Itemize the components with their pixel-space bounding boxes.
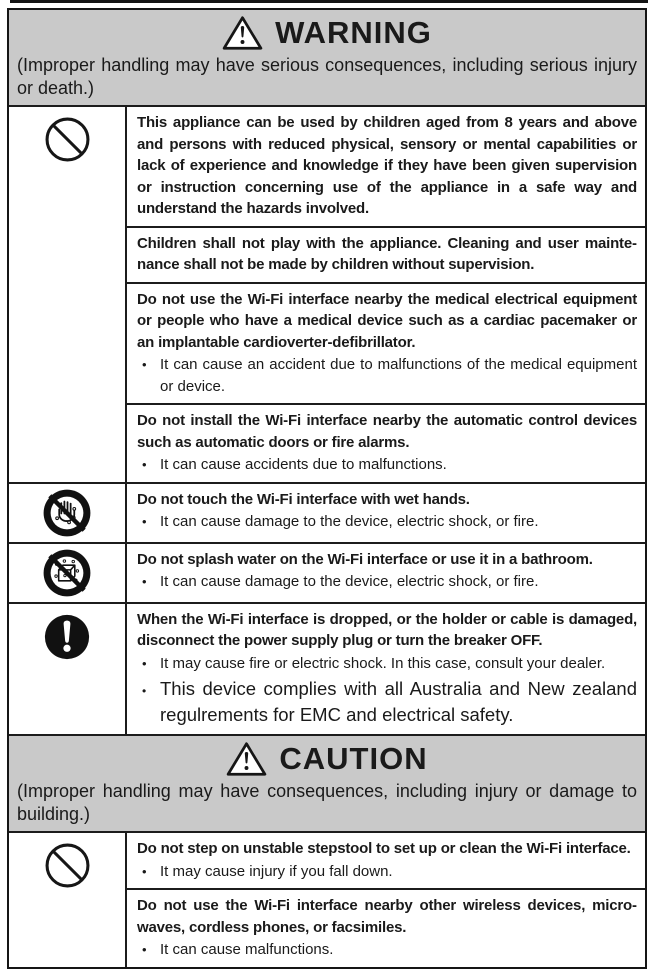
bullet-marker: • xyxy=(142,514,147,529)
consequence-bullet xyxy=(137,571,637,593)
text-cell xyxy=(127,544,645,602)
icon-cell xyxy=(9,604,127,735)
precaution-item xyxy=(127,604,645,735)
warning-section-prohibited xyxy=(9,105,645,482)
bullet-marker: • xyxy=(142,684,147,698)
precaution-heading: When the Wi-Fi interface is dropped, or the holder or cable is damaged, disconnect the power supply plug or turn the breaker OFF. xyxy=(137,610,637,649)
consequence-text: It may cause fire or electric shock. In this case, consult your dealer. xyxy=(160,654,606,672)
page-top-rule xyxy=(10,0,648,3)
precaution-item xyxy=(127,888,645,967)
precaution-heading: Do not splash water on the Wi-Fi interface or use it in a bathroom. xyxy=(137,550,593,568)
warning-title: WARNING xyxy=(275,15,432,50)
precaution-heading: Children shall not play with the appliance. Cleaning and user maintenance shall not be made by children without supervision. xyxy=(137,234,637,273)
consequence-text: It can cause damage to the device, electric shock, or fire. xyxy=(160,513,539,530)
precaution-item xyxy=(127,107,645,226)
consequence-bullet xyxy=(137,354,637,397)
text-cell xyxy=(127,833,645,967)
precaution-item xyxy=(127,403,645,482)
consequence-text: It can cause accidents due to malfunctions. xyxy=(160,456,447,473)
precaution-heading: This appliance can be used by children aged from 8 years and above and persons with reduced physical, sensory or mental capabilities or lack of experience and knowledge if they have been given supervision or instruction concerning use of the appliance in a safe way and understand the hazards involved. xyxy=(137,114,637,217)
bullet-marker: • xyxy=(142,574,147,589)
precaution-item xyxy=(127,282,645,404)
icon-cell xyxy=(9,833,127,967)
warning-triangle-icon xyxy=(222,15,263,51)
compliance-text: This device complies with all Australia and New zealand regulrements for EMC and electrical safety. xyxy=(160,678,637,725)
precaution-item xyxy=(127,484,645,542)
consequence-text: It can cause an accident due to malfunctions of the medical equipment or device. xyxy=(160,356,637,395)
consequence-text: It can cause damage to the device, electric shock, or fire. xyxy=(160,573,539,590)
consequence-bullet xyxy=(137,939,637,961)
warning-subtitle: (Improper handling may have serious consequences, including serious injury or death.) xyxy=(17,55,637,98)
caution-band-title xyxy=(9,738,645,777)
consequence-bullet xyxy=(137,653,637,675)
no-wet-hands-icon xyxy=(41,487,93,539)
warning-band xyxy=(9,10,645,105)
caution-section-prohibited xyxy=(9,831,645,967)
text-cell xyxy=(127,484,645,542)
warning-triangle-icon xyxy=(226,741,267,777)
consequence-bullet xyxy=(137,861,637,883)
bullet-marker: • xyxy=(142,655,147,671)
icon-cell xyxy=(9,107,127,482)
icon-cell xyxy=(9,544,127,602)
precaution-heading: Do not use the Wi-Fi interface nearby the medical electrical equipment or people who have a medical device such as a cardiac pacemaker or an implantable cardioverter-defibrillator. xyxy=(137,290,637,351)
warning-section-dropped xyxy=(9,602,645,735)
warning-section-splash-water xyxy=(9,542,645,602)
precaution-heading: Do not use the Wi-Fi interface nearby other wireless devices, microwaves, cordless phones, or facsimiles. xyxy=(137,897,637,936)
bullet-marker: • xyxy=(142,457,147,472)
precaution-item xyxy=(127,544,645,602)
precaution-heading: Do not touch the Wi-Fi interface with wet hands. xyxy=(137,490,470,508)
warning-band-title xyxy=(9,12,645,51)
bullet-marker: • xyxy=(142,942,147,957)
safety-precautions-table xyxy=(7,8,647,969)
no-water-splash-icon xyxy=(41,547,93,599)
consequence-text: It can cause malfunctions. xyxy=(160,941,334,958)
consequence-bullet xyxy=(137,511,637,533)
compliance-bullet xyxy=(137,676,637,728)
text-cell xyxy=(127,604,645,735)
prohibition-icon xyxy=(44,842,91,889)
consequence-bullet xyxy=(137,454,637,476)
warning-section-wet-hands xyxy=(9,482,645,542)
bullet-marker: • xyxy=(142,863,147,879)
precaution-item xyxy=(127,226,645,282)
caution-title: CAUTION xyxy=(279,741,428,776)
icon-cell xyxy=(9,484,127,542)
caution-band xyxy=(9,734,645,831)
mandatory-action-icon xyxy=(43,613,91,661)
prohibition-icon xyxy=(44,116,91,163)
caution-subtitle: (Improper handling may have consequences, including injury or damage to building.) xyxy=(17,781,637,824)
precaution-heading: Do not step on unstable stepstool to set up or clean the Wi-Fi interface. xyxy=(137,840,631,857)
text-cell xyxy=(127,107,645,482)
precaution-item xyxy=(127,833,645,888)
consequence-text: It may cause injury if you fall down. xyxy=(160,862,393,880)
precaution-heading: Do not install the Wi-Fi interface nearby the automatic control devices such as automatic doors or fire alarms. xyxy=(137,412,637,451)
bullet-marker: • xyxy=(142,357,147,372)
